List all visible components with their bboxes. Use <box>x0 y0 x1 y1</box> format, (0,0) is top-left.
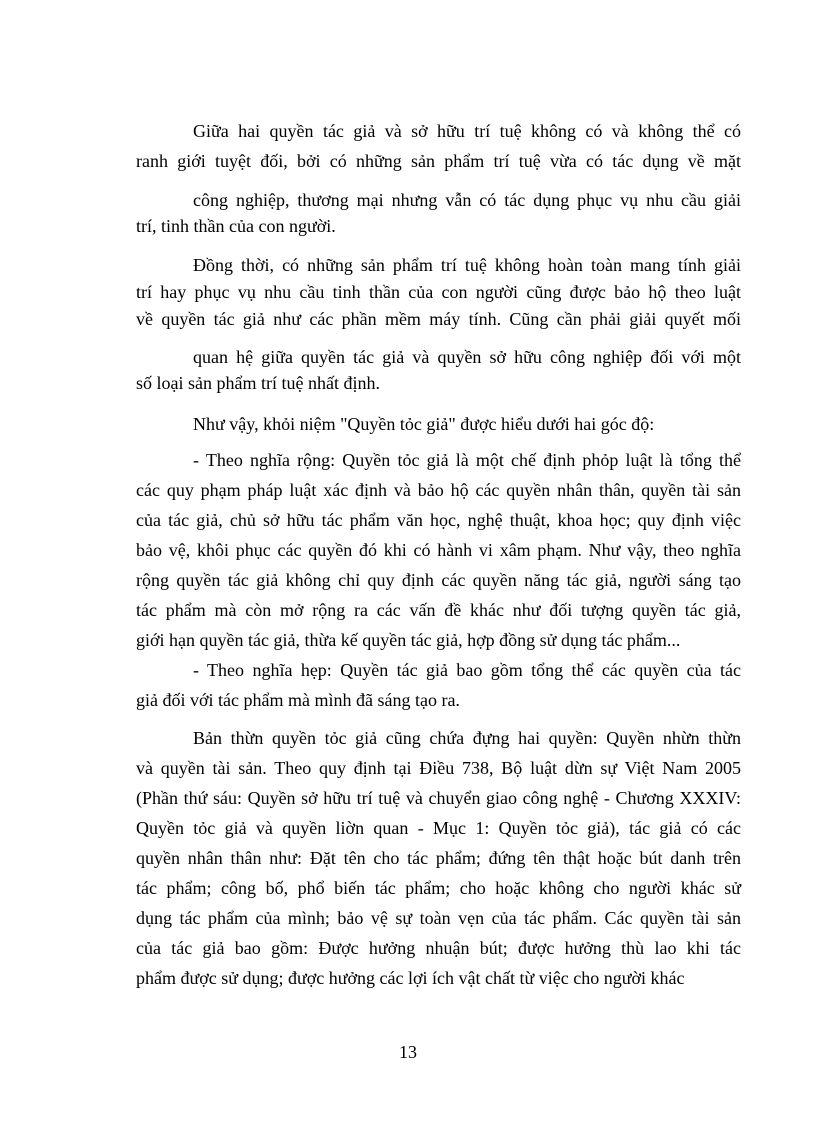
text-line: trí hay phục vụ nhu cầu tinh thần của con người cũng được bảo hộ theo luật <box>136 282 741 302</box>
text-line: giới hạn quyền tác giả, thừa kế quyền tác giả, hợp đồng sử dụng tác phẩm... <box>136 630 681 650</box>
text-line: Bản thừn quyền tỏc giả cũng chứa đựng hai quyền: Quyền nhừn thừn <box>193 728 741 748</box>
page-number: 13 <box>399 1042 417 1062</box>
text-line: Như vậy, khỏi niệm "Quyền tỏc giả" được hiểu dưới hai góc độ: <box>193 414 655 434</box>
text-line: dụng tác phẩm của mình; bảo vệ sự toàn vẹn của tác phẩm. Các quyền tài sản <box>136 908 741 928</box>
text-line: rộng quyền tác giả không chỉ quy định các quyền năng tác giả, người sáng tạo <box>136 570 741 590</box>
text-line: Giữa hai quyền tác giả và sở hữu trí tuệ không có và không thể có <box>193 121 741 141</box>
text-line: công nghiệp, thương mại nhưng vẫn có tác dụng phục vụ nhu cầu giải <box>193 190 741 210</box>
text-line: phẩm được sử dụng; được hưởng các lợi ích vật chất từ việc cho người khác <box>136 968 685 988</box>
text-line: bảo vệ, khôi phục các quyền đó khi có hành vi xâm phạm. Như vậy, theo nghĩa <box>136 540 741 560</box>
text-line: tác phẩm mà còn mở rộng ra các vấn đề khác như đối tượng quyền tác giả, <box>136 600 741 620</box>
text-line: - Theo nghĩa hẹp: Quyền tác giả bao gồm tổng thể các quyền của tác <box>193 660 741 680</box>
text-line: số loại sản phẩm trí tuệ nhất định. <box>136 373 380 393</box>
text-line: giả đối với tác phẩm mà mình đã sáng tạo ra. <box>136 690 460 710</box>
text-line: ranh giới tuyệt đối, bởi có những sản phẩm trí tuệ vừa có tác dụng về mặt <box>136 151 741 171</box>
text-line: các quy phạm pháp luật xác định và bảo hộ các quyền nhân thân, quyền tài sản <box>136 480 741 500</box>
text-line: và quyền tài sản. Theo quy định tại Điều 738, Bộ luật dừn sự Việt Nam 2005 <box>136 758 741 778</box>
text-line: của tác giả, chủ sở hữu tác phẩm văn học, nghệ thuật, khoa học; quy định việc <box>136 510 741 530</box>
text-line: quan hệ giữa quyền tác giả và quyền sở hữu công nghiệp đối với một <box>193 347 741 367</box>
text-line: - Theo nghĩa rộng: Quyền tỏc giả là một chế định phỏp luật là tổng thể <box>193 450 741 470</box>
text-line: Quyền tỏc giả và quyền liờn quan - Mục 1: Quyền tỏc giả), tác giả có các <box>136 818 741 838</box>
text-line: quyền nhân thân như: Đặt tên cho tác phẩm; đứng tên thật hoặc bút danh trên <box>136 848 741 868</box>
text-line: trí, tinh thần của con người. <box>136 216 336 236</box>
text-line: Đồng thời, có những sản phẩm trí tuệ không hoàn toàn mang tính giải <box>193 255 741 275</box>
text-line: (Phần thứ sáu: Quyền sở hữu trí tuệ và chuyển giao công nghệ - Chương XXXIV: <box>136 788 741 808</box>
text-line: về quyền tác giả như các phần mềm máy tính. Cũng cần phải giải quyết mối <box>136 309 741 329</box>
text-line: của tác giả bao gồm: Được hưởng nhuận bút; được hưởng thù lao khi tác <box>136 938 741 958</box>
text-line: tác phẩm; công bố, phổ biến tác phẩm; cho hoặc không cho người khác sử <box>136 878 741 898</box>
